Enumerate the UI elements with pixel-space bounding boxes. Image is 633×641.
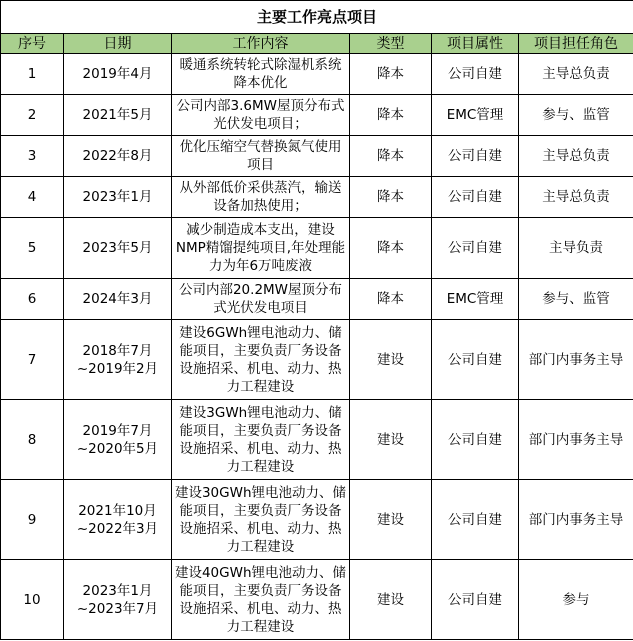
cell-type: 降本 xyxy=(350,54,432,95)
table-row xyxy=(1,95,633,136)
table-row xyxy=(1,480,633,560)
cell-role: 部门内事务主导 xyxy=(519,320,633,400)
cell-content: 建设30GWh锂电池动力、储能项目，主要负责厂务设备设施招采、机电、动力、热力工程建设 xyxy=(172,480,350,560)
cell-type: 降本 xyxy=(350,136,432,177)
cell-role: 部门内事务主导 xyxy=(519,480,633,560)
cell-attr: EMC管理 xyxy=(432,279,519,320)
cell-role: 参与、监管 xyxy=(519,95,633,136)
cell-date: 2023年1月~2023年7月 xyxy=(64,560,172,640)
cell-no: 7 xyxy=(1,320,64,400)
table-row xyxy=(1,560,633,640)
cell-no: 1 xyxy=(1,54,64,95)
cell-type: 降本 xyxy=(350,218,432,279)
cell-content: 公司内部3.6MW屋顶分布式光伏发电项目； xyxy=(172,95,350,136)
cell-content: 建设3GWh锂电池动力、储能项目，主要负责厂务设备设施招采、机电、动力、热力工程建设 xyxy=(172,400,350,480)
cell-no: 10 xyxy=(1,560,64,640)
cell-date: 2022年8月 xyxy=(64,136,172,177)
table-title: 主要工作亮点项目 xyxy=(1,1,633,34)
cell-role: 主导总负责 xyxy=(519,54,633,95)
cell-content: 优化压缩空气替换氮气使用项目 xyxy=(172,136,350,177)
cell-date: 2021年5月 xyxy=(64,95,172,136)
table-row xyxy=(1,400,633,480)
cell-type: 降本 xyxy=(350,279,432,320)
table-row xyxy=(1,136,633,177)
cell-role: 参与、监管 xyxy=(519,279,633,320)
cell-date: 2023年1月 xyxy=(64,177,172,218)
column-header: 项目担任角色 xyxy=(519,34,633,54)
cell-no: 2 xyxy=(1,95,64,136)
table-row xyxy=(1,218,633,279)
table-row xyxy=(1,177,633,218)
column-header: 类型 xyxy=(350,34,432,54)
cell-date: 2018年7月~2019年2月 xyxy=(64,320,172,400)
cell-role: 参与 xyxy=(519,560,633,640)
cell-no: 5 xyxy=(1,218,64,279)
cell-attr: 公司自建 xyxy=(432,480,519,560)
cell-type: 建设 xyxy=(350,480,432,560)
column-header: 项目属性 xyxy=(432,34,519,54)
cell-role: 主导总负责 xyxy=(519,177,633,218)
cell-attr: 公司自建 xyxy=(432,177,519,218)
cell-type: 建设 xyxy=(350,400,432,480)
cell-no: 8 xyxy=(1,400,64,480)
cell-attr: 公司自建 xyxy=(432,320,519,400)
cell-content: 从外部低价采供蒸汽，输送设备加热使用； xyxy=(172,177,350,218)
cell-attr: 公司自建 xyxy=(432,136,519,177)
cell-no: 4 xyxy=(1,177,64,218)
cell-attr: 公司自建 xyxy=(432,400,519,480)
cell-type: 建设 xyxy=(350,320,432,400)
cell-role: 主导负责 xyxy=(519,218,633,279)
cell-no: 3 xyxy=(1,136,64,177)
table-row xyxy=(1,320,633,400)
cell-no: 6 xyxy=(1,279,64,320)
column-header: 序号 xyxy=(1,34,64,54)
header-row xyxy=(1,34,633,54)
cell-role: 部门内事务主导 xyxy=(519,400,633,480)
column-header: 工作内容 xyxy=(172,34,350,54)
cell-attr: 公司自建 xyxy=(432,54,519,95)
cell-date: 2023年5月 xyxy=(64,218,172,279)
cell-type: 降本 xyxy=(350,95,432,136)
column-header: 日期 xyxy=(64,34,172,54)
cell-date: 2019年7月~2020年5月 xyxy=(64,400,172,480)
cell-type: 降本 xyxy=(350,177,432,218)
table-row xyxy=(1,54,633,95)
cell-date: 2019年4月 xyxy=(64,54,172,95)
cell-attr: 公司自建 xyxy=(432,560,519,640)
cell-type: 建设 xyxy=(350,560,432,640)
cell-date: 2021年10月~2022年3月 xyxy=(64,480,172,560)
table-row xyxy=(1,279,633,320)
cell-content: 建设6GWh锂电池动力、储能项目，主要负责厂务设备设施招采、机电、动力、热力工程建设 xyxy=(172,320,350,400)
cell-date: 2024年3月 xyxy=(64,279,172,320)
cell-role: 主导总负责 xyxy=(519,136,633,177)
cell-content: 减少制造成本支出，建设NMP精馏提纯项目,年处理能力为年6万吨废液 xyxy=(172,218,350,279)
cell-attr: 公司自建 xyxy=(432,218,519,279)
cell-no: 9 xyxy=(1,480,64,560)
cell-attr: EMC管理 xyxy=(432,95,519,136)
cell-content: 暖通系统转轮式除湿机系统降本优化 xyxy=(172,54,350,95)
cell-content: 建设40GWh锂电池动力、储能项目，主要负责厂务设备设施招采、机电、动力、热力工程建设 xyxy=(172,560,350,640)
cell-content: 公司内部20.2MW屋顶分布式光伏发电项目 xyxy=(172,279,350,320)
